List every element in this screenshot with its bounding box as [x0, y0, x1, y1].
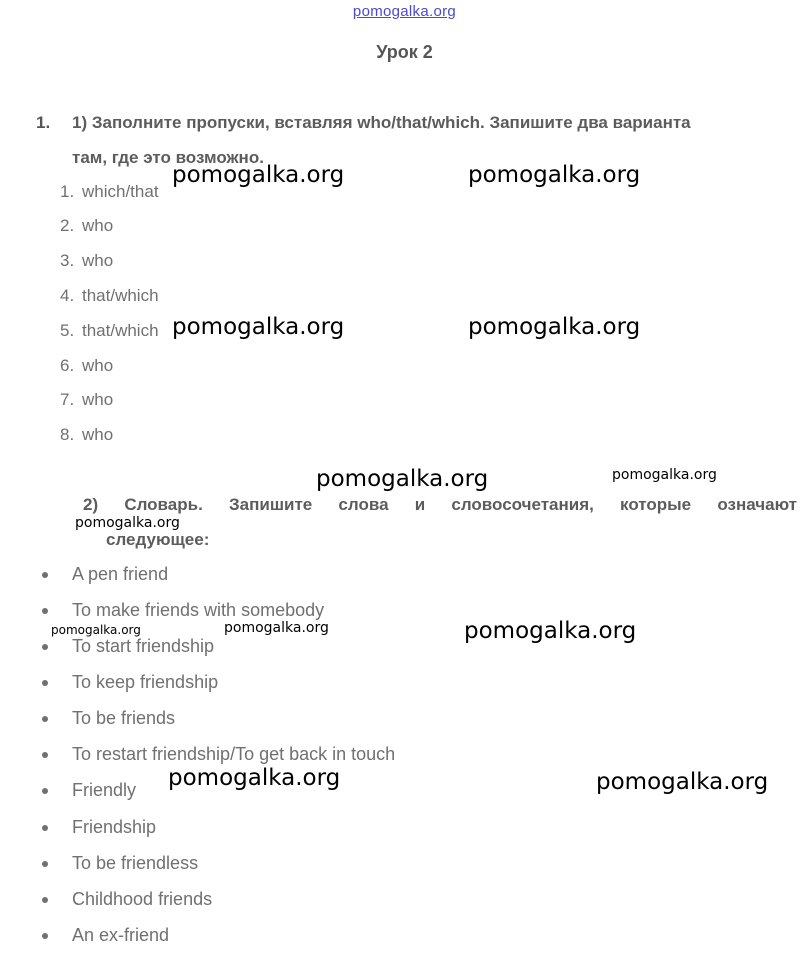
- bullet-icon: [42, 788, 48, 794]
- answer-number: 5.: [60, 321, 75, 340]
- watermark: pomogalka.org: [596, 769, 769, 795]
- answer-text: who: [82, 390, 114, 409]
- bullet-icon: [42, 608, 48, 614]
- answer-number: 8.: [60, 425, 75, 444]
- bullet-icon: [42, 680, 48, 686]
- answer-text: that/which: [82, 286, 159, 305]
- site-link[interactable]: pomogalka.org: [352, 3, 457, 20]
- vocab-item: To keep friendship: [72, 672, 219, 692]
- bullet-icon: [42, 572, 48, 578]
- answer-text: who: [82, 356, 114, 375]
- answer-text: that/which: [82, 321, 159, 340]
- vocab-item: Friendship: [72, 817, 157, 837]
- vocab-item: To restart friendship/To get back in touch: [72, 744, 396, 764]
- answer-text: which/that: [82, 182, 159, 201]
- watermark: pomogalka.org: [468, 314, 641, 340]
- answer-number: 2.: [60, 216, 75, 235]
- answer-number: 3.: [60, 251, 75, 270]
- exercise-number: 1.: [36, 113, 51, 132]
- watermark: pomogalka.org: [51, 623, 141, 637]
- watermark: pomogalka.org: [172, 162, 345, 188]
- vocab-item: To start friendship: [72, 636, 215, 656]
- answer-text: who: [82, 251, 114, 270]
- bullet-icon: [42, 897, 48, 903]
- watermark: pomogalka.org: [316, 466, 489, 492]
- task2-instruction-cont: следующее:: [106, 530, 210, 549]
- answer-number: 1.: [60, 182, 75, 201]
- bullet-icon: [42, 716, 48, 722]
- vocab-item: To make friends with somebody: [72, 600, 325, 620]
- answer-number: 4.: [60, 286, 75, 305]
- watermark: pomogalka.org: [168, 765, 341, 791]
- watermark: pomogalka.org: [468, 162, 641, 188]
- task1-instruction-cont: там, где это возможно.: [72, 148, 264, 167]
- bullet-icon: [42, 825, 48, 831]
- vocab-item: Friendly: [72, 780, 137, 800]
- task2-instruction: 2) Словарь. Запишите слова и словосочетания, которые означают: [83, 495, 797, 514]
- watermark: pomogalka.org: [172, 314, 345, 340]
- bullet-icon: [42, 752, 48, 758]
- answer-number: 7.: [60, 390, 75, 409]
- bullet-icon: [42, 861, 48, 867]
- bullet-icon: [42, 644, 48, 650]
- answer-text: who: [82, 425, 114, 444]
- task1-instruction: 1) Заполните пропуски, вставляя who/that/which. Запишите два варианта: [72, 113, 691, 132]
- answer-text: who: [82, 216, 114, 235]
- answer-number: 6.: [60, 356, 75, 375]
- vocab-item: An ex-friend: [72, 925, 170, 945]
- lesson-title: Урок 2: [376, 42, 433, 62]
- vocab-item: To be friends: [72, 708, 176, 728]
- watermark: pomogalka.org: [464, 618, 637, 644]
- watermark: pomogalka.org: [75, 515, 180, 531]
- watermark: pomogalka.org: [612, 467, 717, 483]
- bullet-icon: [42, 933, 48, 939]
- watermark: pomogalka.org: [224, 620, 329, 636]
- vocab-item: Childhood friends: [72, 889, 213, 909]
- vocab-item: A pen friend: [72, 564, 169, 584]
- vocab-item: To be friendless: [72, 853, 199, 873]
